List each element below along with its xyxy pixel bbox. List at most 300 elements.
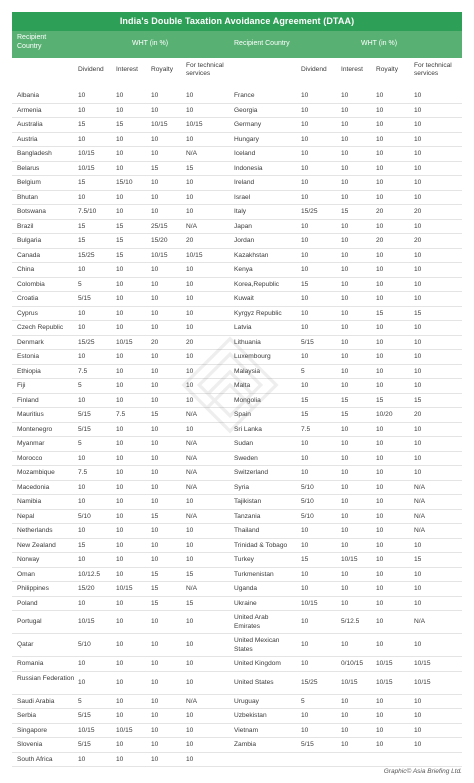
right-dividend-cell: 10 xyxy=(301,237,309,244)
right-royalty-cell: 10 xyxy=(376,266,384,273)
right-dividend-cell: 10 xyxy=(301,570,309,578)
header-royalty-right: Royalty xyxy=(376,66,398,73)
left-dividend-cell: 5/15 xyxy=(78,741,91,748)
right-technical-cell: 10 xyxy=(414,469,422,476)
right-country-cell: Tajikistan xyxy=(234,498,262,505)
left-royalty-cell: 10 xyxy=(151,527,159,534)
table-row xyxy=(12,657,462,672)
left-royalty-cell: 10 xyxy=(151,641,159,648)
left-dividend-cell: 7.5 xyxy=(78,367,88,375)
left-royalty-cell: 15 xyxy=(151,411,159,418)
left-country-cell: Singapore xyxy=(17,726,48,734)
right-dividend-cell: 10 xyxy=(301,712,309,719)
right-royalty-cell: 10 xyxy=(376,222,384,230)
left-technical-cell: 20 xyxy=(186,237,194,244)
left-royalty-cell: 15/20 xyxy=(151,237,168,244)
right-royalty-cell: 10 xyxy=(376,697,384,705)
left-royalty-cell: 10 xyxy=(151,712,159,719)
right-dividend-cell: 5/15 xyxy=(301,338,314,346)
right-interest-cell: 10 xyxy=(341,641,349,648)
right-technical-cell: 10 xyxy=(414,353,422,360)
right-technical-cell: 10 xyxy=(414,135,422,143)
left-technical-cell: 10 xyxy=(186,541,194,549)
left-country-cell: Estonia xyxy=(17,353,39,360)
header-royalty-left: Royalty xyxy=(151,66,173,73)
left-technical-cell: 10 xyxy=(186,618,194,625)
right-interest-cell: 10 xyxy=(341,527,349,534)
left-royalty-cell: 10 xyxy=(151,697,159,705)
right-country-cell: Israel xyxy=(234,193,251,201)
right-country-cell: Thailand xyxy=(234,527,260,534)
left-country-cell: Botswana xyxy=(17,208,46,215)
left-interest-cell: 15 xyxy=(116,121,124,128)
right-interest-cell: 10 xyxy=(341,222,349,230)
left-interest-cell: 7.5 xyxy=(116,411,126,418)
left-technical-cell: 10 xyxy=(186,382,194,389)
left-interest-cell: 15 xyxy=(116,251,124,259)
right-royalty-cell: 10 xyxy=(376,425,384,433)
left-interest-cell: 10 xyxy=(116,280,124,288)
left-dividend-cell: 5 xyxy=(78,382,82,389)
left-interest-cell: 10 xyxy=(116,193,124,201)
table-title: India's Double Taxation Avoidance Agreement (DTAA) xyxy=(12,12,462,31)
left-dividend-cell: 10/12.5 xyxy=(78,570,100,578)
left-technical-cell: 10 xyxy=(186,367,194,375)
left-dividend-cell: 15/20 xyxy=(78,585,95,592)
left-royalty-cell: 15 xyxy=(151,512,159,520)
right-interest-cell: 10 xyxy=(341,498,349,505)
right-dividend-cell: 10 xyxy=(301,266,309,273)
left-interest-cell: 10/15 xyxy=(116,338,133,346)
header-interest-right: Interest xyxy=(341,66,363,73)
right-royalty-cell: 10 xyxy=(376,251,384,259)
left-royalty-cell: 10 xyxy=(151,193,159,201)
right-technical-cell: 10 xyxy=(414,726,422,734)
table-row xyxy=(12,611,462,634)
right-country-cell: Korea,Republic xyxy=(234,280,280,288)
left-country-cell: Croatia xyxy=(17,295,39,302)
right-royalty-cell: 10 xyxy=(376,367,384,375)
table-row xyxy=(12,89,462,104)
left-technical-cell: 10 xyxy=(186,179,194,186)
left-technical-cell: 10 xyxy=(186,92,194,99)
table-row xyxy=(12,524,462,539)
left-technical-cell: 15 xyxy=(186,599,194,607)
right-dividend-cell: 10 xyxy=(301,382,309,389)
right-royalty-cell: 10 xyxy=(376,726,384,734)
table-row xyxy=(12,695,462,710)
left-interest-cell: 10 xyxy=(116,498,124,505)
right-technical-cell: 10/15 xyxy=(414,660,431,667)
left-royalty-cell: 10 xyxy=(151,755,159,763)
table-row xyxy=(12,147,462,162)
right-country-cell: Italy xyxy=(234,208,247,215)
right-interest-cell: 10 xyxy=(341,741,349,748)
left-royalty-cell: 10/15 xyxy=(151,121,168,128)
left-royalty-cell: 10 xyxy=(151,135,159,143)
right-dividend-cell: 5/15 xyxy=(301,741,314,748)
right-interest-cell: 10 xyxy=(341,179,349,186)
right-country-cell: Ukraine xyxy=(234,599,257,607)
left-interest-cell: 10 xyxy=(116,483,124,491)
left-country-cell: Portugal xyxy=(17,618,42,625)
left-technical-cell: 10 xyxy=(186,755,194,763)
left-dividend-cell: 10 xyxy=(78,498,86,505)
right-interest-cell: 15 xyxy=(341,208,349,215)
left-technical-cell: 10 xyxy=(186,324,194,331)
left-royalty-cell: 10 xyxy=(151,280,159,288)
table-row xyxy=(12,104,462,119)
right-country-cell: Uruguay xyxy=(234,697,259,705)
left-interest-cell: 10 xyxy=(116,570,124,578)
left-royalty-cell: 10 xyxy=(151,309,159,317)
left-country-cell: Netherlands xyxy=(17,527,53,534)
left-country-cell: Myanmar xyxy=(17,440,45,447)
right-country-cell: Mongolia xyxy=(234,396,261,404)
right-country-cell: Sri Lanka xyxy=(234,425,262,433)
right-royalty-cell: 10 xyxy=(376,712,384,719)
left-dividend-cell: 15 xyxy=(78,179,86,186)
right-technical-cell: 10 xyxy=(414,121,422,128)
left-technical-cell: 10 xyxy=(186,208,194,215)
left-country-cell: Oman xyxy=(17,570,35,578)
left-dividend-cell: 10 xyxy=(78,755,86,763)
right-dividend-cell: 10 xyxy=(301,106,309,114)
right-country-cell: Indonesia xyxy=(234,164,263,172)
left-interest-cell: 10 xyxy=(116,164,124,172)
right-interest-cell: 10 xyxy=(341,193,349,201)
header-technical-right: For technical services xyxy=(414,62,452,77)
right-royalty-cell: 10 xyxy=(376,295,384,302)
left-country-cell: Bulgaria xyxy=(17,237,42,244)
table-row xyxy=(12,133,462,148)
right-royalty-cell: 10 xyxy=(376,92,384,99)
right-country-cell: United Mexican States xyxy=(234,637,280,653)
right-country-cell: Jordan xyxy=(234,237,255,244)
right-interest-cell: 10 xyxy=(341,454,349,462)
right-country-cell: Trinidad & Tobago xyxy=(234,541,288,549)
right-technical-cell: 15 xyxy=(414,396,422,404)
left-interest-cell: 10 xyxy=(116,208,124,215)
right-country-cell: Zambia xyxy=(234,741,256,748)
left-interest-cell: 10 xyxy=(116,712,124,719)
left-country-cell: Denmark xyxy=(17,338,44,346)
table-row xyxy=(12,292,462,307)
right-technical-cell: N/A xyxy=(414,512,425,520)
right-royalty-cell: 10 xyxy=(376,469,384,476)
left-royalty-cell: 20 xyxy=(151,338,159,346)
right-royalty-cell: 10 xyxy=(376,338,384,346)
left-country-cell: Romania xyxy=(17,660,44,667)
left-interest-cell: 10 xyxy=(116,454,124,462)
right-technical-cell: 20 xyxy=(414,208,422,215)
right-interest-cell: 10 xyxy=(341,570,349,578)
right-country-cell: Georgia xyxy=(234,106,258,114)
left-royalty-cell: 10 xyxy=(151,498,159,505)
left-interest-cell: 10 xyxy=(116,295,124,302)
right-technical-cell: N/A xyxy=(414,527,425,534)
right-country-cell: Kuwait xyxy=(234,295,254,302)
table-row xyxy=(12,118,462,133)
header-wht-left: WHT (in %) xyxy=(132,40,169,47)
right-dividend-cell: 5/10 xyxy=(301,498,314,505)
right-technical-cell: 10 xyxy=(414,92,422,99)
table-row xyxy=(12,709,462,724)
right-dividend-cell: 10 xyxy=(301,585,309,592)
left-interest-cell: 10 xyxy=(116,641,124,648)
left-technical-cell: N/A xyxy=(186,483,197,491)
right-technical-cell: 10 xyxy=(414,179,422,186)
left-technical-cell: 10 xyxy=(186,556,194,563)
right-interest-cell: 10 xyxy=(341,726,349,734)
right-dividend-cell: 10 xyxy=(301,324,309,331)
right-country-cell: Lithuania xyxy=(234,338,261,346)
left-country-cell: China xyxy=(17,266,35,273)
left-royalty-cell: 10 xyxy=(151,179,159,186)
left-interest-cell: 10 xyxy=(116,106,124,114)
left-dividend-cell: 10 xyxy=(78,309,86,317)
table-row xyxy=(12,738,462,753)
right-interest-cell: 10 xyxy=(341,425,349,433)
left-dividend-cell: 5/15 xyxy=(78,411,91,418)
right-interest-cell: 10 xyxy=(341,164,349,172)
left-technical-cell: N/A xyxy=(186,512,197,520)
right-country-cell: Uzbekistan xyxy=(234,712,267,719)
right-dividend-cell: 10 xyxy=(301,440,309,447)
table-header xyxy=(12,31,462,89)
left-interest-cell: 10 xyxy=(116,678,124,686)
right-dividend-cell: 10 xyxy=(301,660,309,667)
left-dividend-cell: 5/15 xyxy=(78,295,91,302)
left-royalty-cell: 10 xyxy=(151,483,159,491)
table-row xyxy=(12,205,462,220)
left-dividend-cell: 7.5 xyxy=(78,469,88,476)
left-technical-cell: 10 xyxy=(186,660,194,667)
right-technical-cell: 10 xyxy=(414,712,422,719)
left-country-cell: New Zealand xyxy=(17,541,56,549)
left-country-cell: Belarus xyxy=(17,164,40,172)
left-country-cell: Albania xyxy=(17,92,39,99)
right-dividend-cell: 15 xyxy=(301,280,309,288)
right-dividend-cell: 10 xyxy=(301,193,309,201)
left-dividend-cell: 15/25 xyxy=(78,338,95,346)
left-royalty-cell: 10 xyxy=(151,396,159,404)
left-dividend-cell: 10 xyxy=(78,266,86,273)
table-row xyxy=(12,753,462,768)
right-dividend-cell: 10 xyxy=(301,251,309,259)
left-royalty-cell: 10 xyxy=(151,208,159,215)
left-royalty-cell: 25/15 xyxy=(151,222,168,230)
right-royalty-cell: 10 xyxy=(376,454,384,462)
left-royalty-cell: 15 xyxy=(151,599,159,607)
left-dividend-cell: 10 xyxy=(78,135,86,143)
right-interest-cell: 10 xyxy=(341,382,349,389)
left-royalty-cell: 15 xyxy=(151,570,159,578)
right-interest-cell: 10 xyxy=(341,585,349,592)
credit-text: Graphic© Asia Briefing Ltd. xyxy=(383,768,462,775)
left-technical-cell: 10/15 xyxy=(186,121,203,128)
right-interest-cell: 15 xyxy=(341,411,349,418)
right-royalty-cell: 10 xyxy=(376,556,384,563)
table-row xyxy=(12,597,462,612)
left-country-cell: Australia xyxy=(17,121,43,128)
left-country-cell: Mauritius xyxy=(17,411,44,418)
right-dividend-cell: 15 xyxy=(301,411,309,418)
left-interest-cell: 10 xyxy=(116,135,124,143)
table-row xyxy=(12,278,462,293)
right-royalty-cell: 10 xyxy=(376,641,384,648)
right-technical-cell: 10 xyxy=(414,697,422,705)
left-country-cell: Bhutan xyxy=(17,193,38,201)
left-dividend-cell: 10 xyxy=(78,678,86,686)
left-country-cell: Slovenia xyxy=(17,741,43,748)
right-interest-cell: 10 xyxy=(341,92,349,99)
left-royalty-cell: 10 xyxy=(151,618,159,625)
right-dividend-cell: 15/25 xyxy=(301,678,318,686)
right-technical-cell: 10 xyxy=(414,641,422,648)
left-country-cell: Armenia xyxy=(17,106,42,114)
left-interest-cell: 15/10 xyxy=(116,179,133,186)
left-interest-cell: 10 xyxy=(116,697,124,705)
table-row xyxy=(12,568,462,583)
right-royalty-cell: 10 xyxy=(376,618,384,625)
right-interest-cell: 0/10/15 xyxy=(341,660,363,667)
right-dividend-cell: 5 xyxy=(301,367,305,375)
left-interest-cell: 10 xyxy=(116,599,124,607)
right-technical-cell: 10 xyxy=(414,295,422,302)
left-interest-cell: 10 xyxy=(116,440,124,447)
right-interest-cell: 5/12.5 xyxy=(341,618,360,625)
left-dividend-cell: 10 xyxy=(78,660,86,667)
right-country-cell: Malta xyxy=(234,382,251,389)
right-country-cell: Japan xyxy=(234,222,252,230)
right-country-cell: United Arab Emirates xyxy=(234,614,269,630)
left-technical-cell: 10/15 xyxy=(186,251,203,259)
right-technical-cell: 10 xyxy=(414,454,422,462)
left-country-cell: Philippines xyxy=(17,585,49,592)
left-dividend-cell: 5/10 xyxy=(78,641,91,648)
right-interest-cell: 10 xyxy=(341,367,349,375)
left-country-cell: Brazil xyxy=(17,222,34,230)
right-dividend-cell: 10 xyxy=(301,222,309,230)
left-technical-cell: 15 xyxy=(186,164,194,172)
right-technical-cell: 10 xyxy=(414,222,422,230)
right-royalty-cell: 10 xyxy=(376,150,384,157)
left-country-cell: Cyprus xyxy=(17,309,38,317)
right-country-cell: Syria xyxy=(234,483,250,491)
right-technical-cell: 10 xyxy=(414,440,422,447)
right-technical-cell: 20 xyxy=(414,237,422,244)
left-technical-cell: 10 xyxy=(186,193,194,201)
table-row xyxy=(12,724,462,739)
table-row xyxy=(12,234,462,249)
right-interest-cell: 10 xyxy=(341,150,349,157)
right-dividend-cell: 10 xyxy=(301,164,309,172)
left-technical-cell: 20 xyxy=(186,338,194,346)
right-technical-cell: 10 xyxy=(414,106,422,114)
left-country-cell: Fiji xyxy=(17,382,26,389)
left-interest-cell: 10 xyxy=(116,741,124,748)
left-dividend-cell: 10 xyxy=(78,193,86,201)
right-interest-cell: 10 xyxy=(341,266,349,273)
right-technical-cell: 10 xyxy=(414,164,422,172)
table-row xyxy=(12,495,462,510)
right-royalty-cell: 10/20 xyxy=(376,411,393,418)
right-interest-cell: 10 xyxy=(341,106,349,114)
right-technical-cell: 10 xyxy=(414,382,422,389)
right-technical-cell: 15 xyxy=(414,309,422,317)
left-country-cell: Macedonia xyxy=(17,483,50,491)
left-technical-cell: 10 xyxy=(186,641,194,648)
left-country-cell: Austria xyxy=(17,135,38,143)
left-country-cell: Canada xyxy=(17,251,41,259)
right-country-cell: United States xyxy=(234,678,274,686)
right-interest-cell: 10 xyxy=(341,121,349,128)
right-royalty-cell: 15 xyxy=(376,309,384,317)
right-dividend-cell: 10 xyxy=(301,641,309,648)
left-technical-cell: 10 xyxy=(186,309,194,317)
left-interest-cell: 10 xyxy=(116,541,124,549)
left-interest-cell: 10 xyxy=(116,660,124,667)
header-wht-right: WHT (in %) xyxy=(361,40,398,47)
left-country-cell: Czech Republic xyxy=(17,324,64,331)
left-royalty-cell: 10 xyxy=(151,541,159,549)
left-country-cell: Russian Federation xyxy=(17,674,75,682)
right-royalty-cell: 10 xyxy=(376,483,384,491)
right-royalty-cell: 10 xyxy=(376,741,384,748)
table-row xyxy=(12,510,462,525)
right-royalty-cell: 10 xyxy=(376,527,384,534)
right-interest-cell: 10 xyxy=(341,440,349,447)
right-country-cell: Malaysia xyxy=(234,367,261,375)
right-dividend-cell: 10 xyxy=(301,121,309,128)
right-interest-cell: 10 xyxy=(341,324,349,331)
left-country-cell: Ethiopia xyxy=(17,367,41,375)
left-interest-cell: 10/15 xyxy=(116,585,133,592)
table-row xyxy=(12,249,462,264)
left-country-cell: Saudi Arabia xyxy=(17,697,55,705)
right-dividend-cell: 15 xyxy=(301,396,309,404)
right-country-cell: Tanzania xyxy=(234,512,261,520)
left-dividend-cell: 10 xyxy=(78,556,86,563)
table-subheader xyxy=(12,58,462,89)
left-royalty-cell: 10 xyxy=(151,92,159,99)
right-dividend-cell: 10/15 xyxy=(301,599,318,607)
right-dividend-cell: 10 xyxy=(301,541,309,549)
left-technical-cell: 10 xyxy=(186,396,194,404)
table-row xyxy=(12,553,462,568)
left-royalty-cell: 15 xyxy=(151,585,159,592)
table-row xyxy=(12,539,462,554)
left-dividend-cell: 10/15 xyxy=(78,164,95,172)
left-country-cell: Montenegro xyxy=(17,425,53,433)
right-country-cell: United Kingdom xyxy=(234,660,281,667)
right-dividend-cell: 10 xyxy=(301,454,309,462)
left-country-cell: Norway xyxy=(17,556,40,563)
left-dividend-cell: 10 xyxy=(78,483,86,491)
right-royalty-cell: 10 xyxy=(376,353,384,360)
left-dividend-cell: 15 xyxy=(78,222,86,230)
right-royalty-cell: 10 xyxy=(376,440,384,447)
right-technical-cell: 10 xyxy=(414,266,422,273)
right-technical-cell: 10 xyxy=(414,541,422,549)
right-royalty-cell: 20 xyxy=(376,237,384,244)
left-dividend-cell: 5/15 xyxy=(78,712,91,719)
left-royalty-cell: 10 xyxy=(151,660,159,667)
left-technical-cell: 10 xyxy=(186,726,194,734)
left-royalty-cell: 10 xyxy=(151,150,159,157)
right-interest-cell: 10 xyxy=(341,469,349,476)
